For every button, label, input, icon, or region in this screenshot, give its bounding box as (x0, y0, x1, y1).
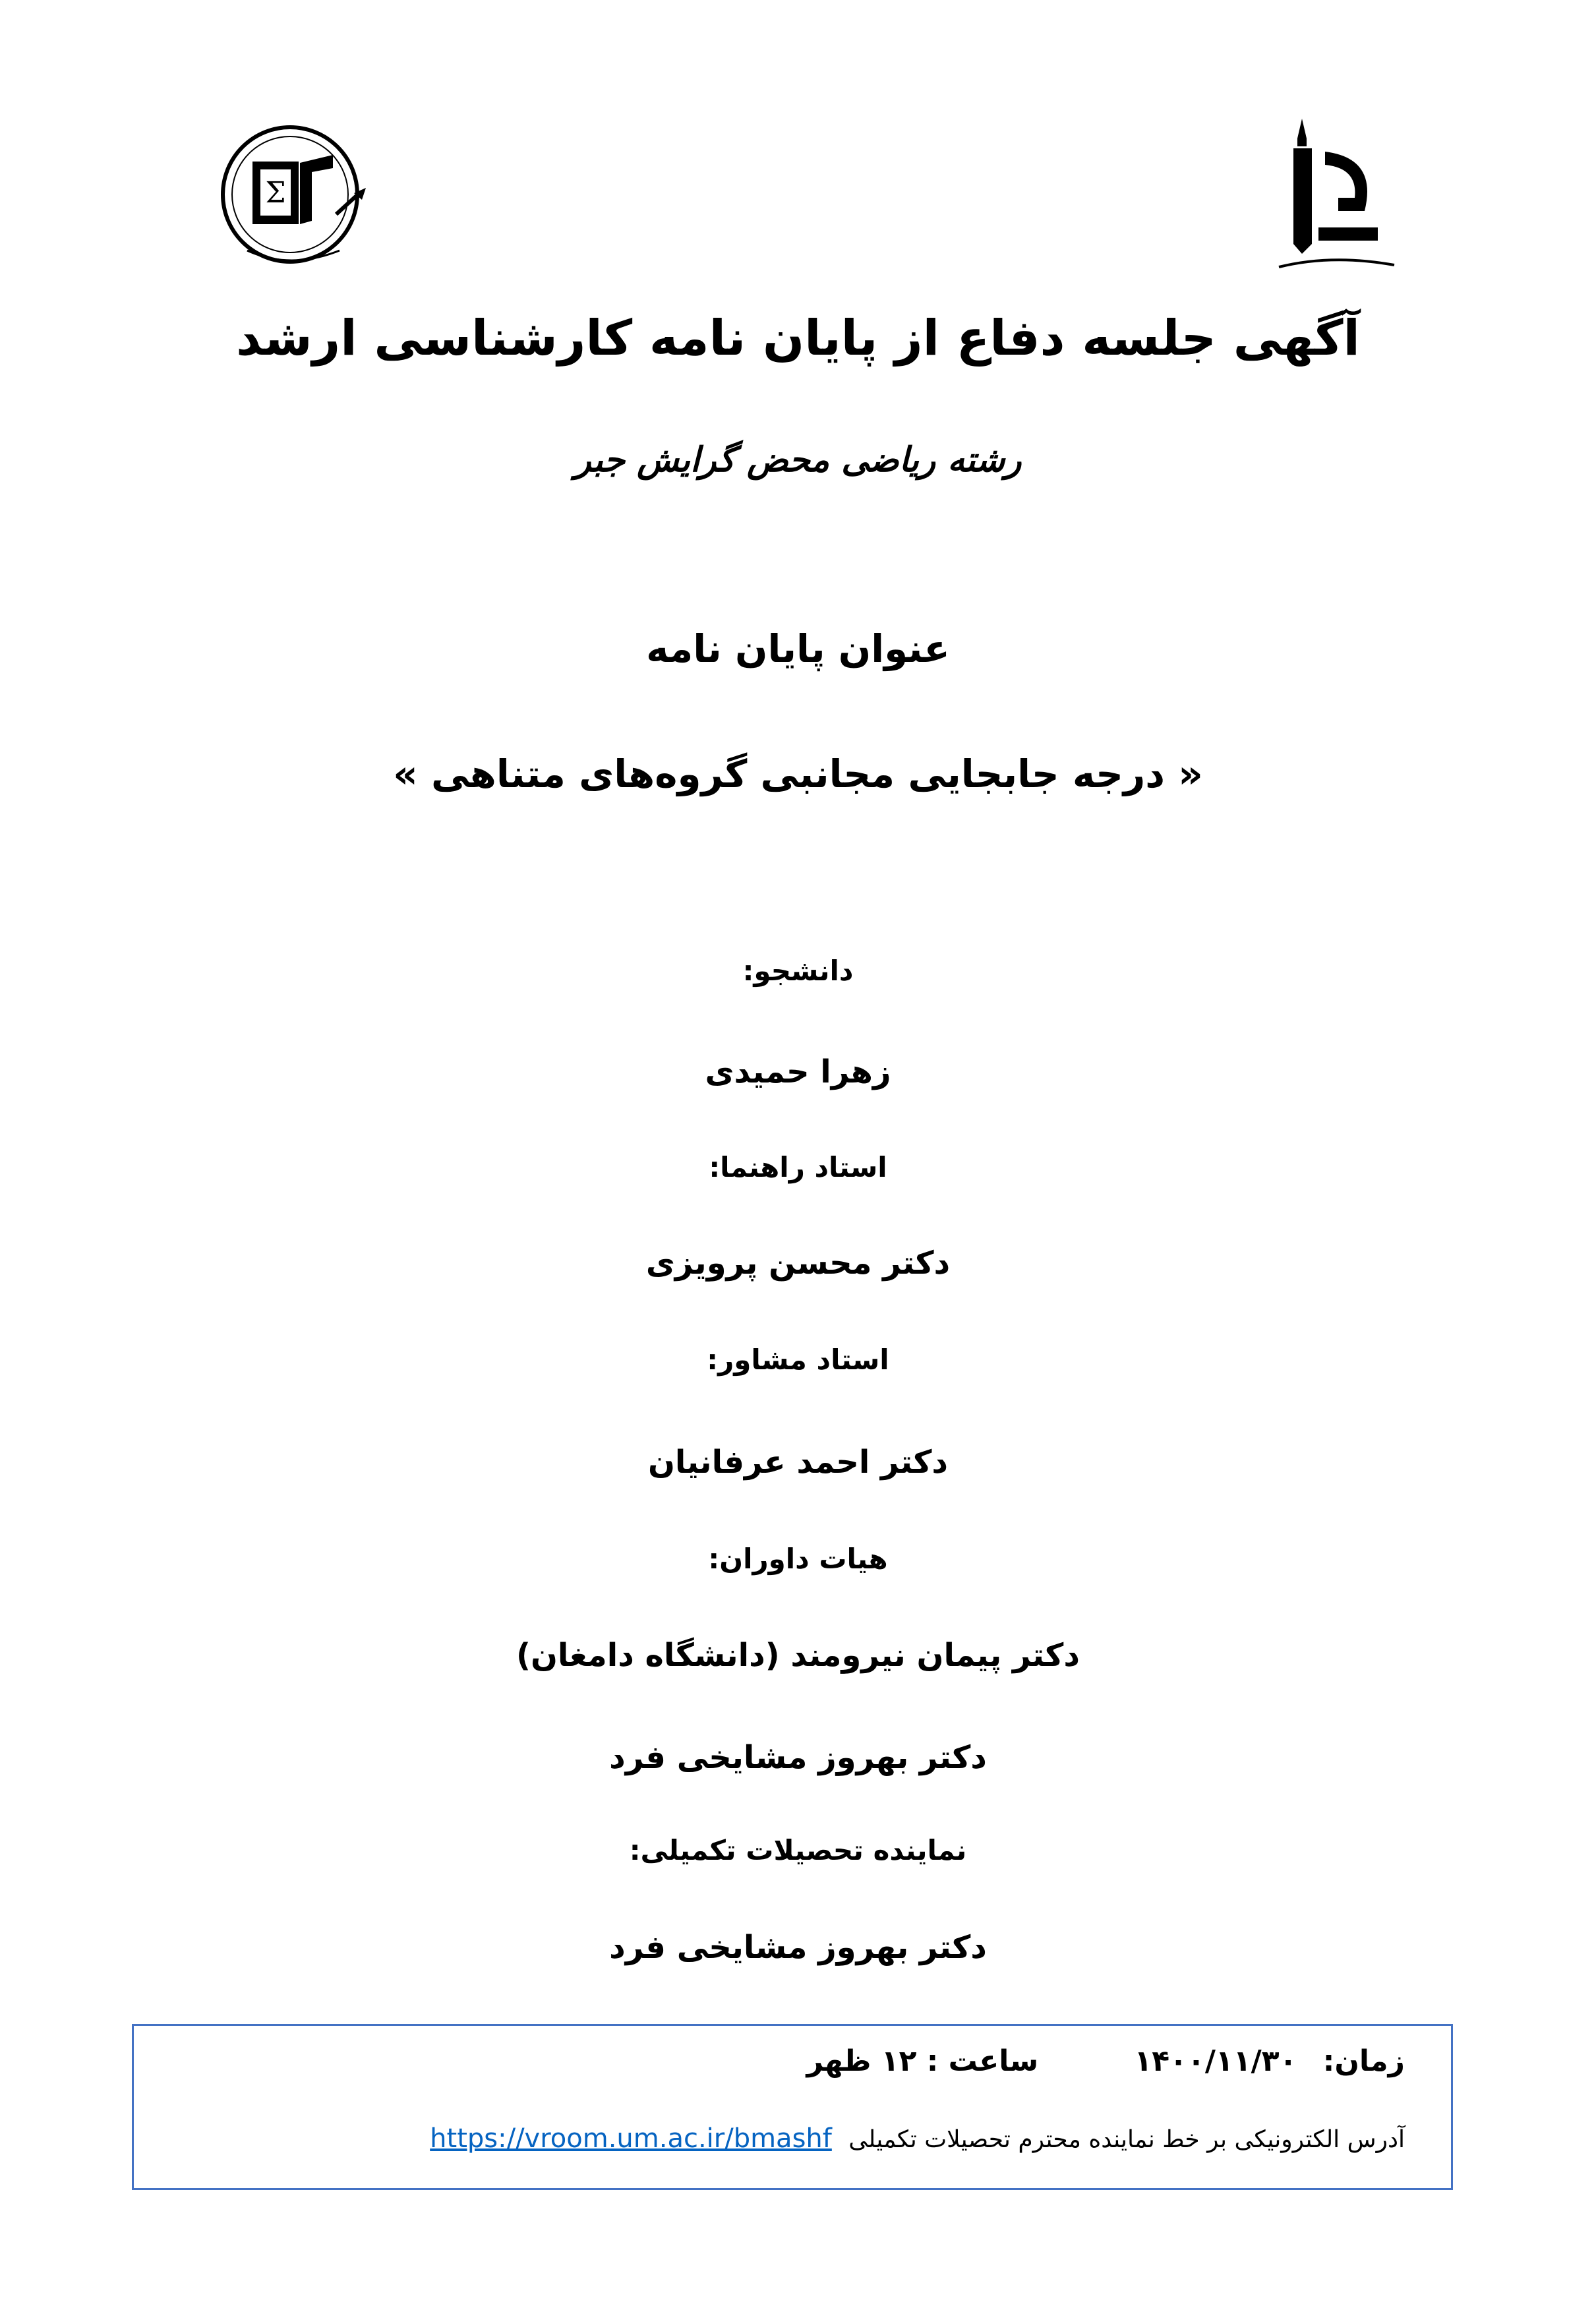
advisor-name: دکتر احمد عرفانیان (647, 1444, 949, 1481)
address-row (430, 2123, 1405, 2154)
supervisor-label: استاد راهنما: (709, 1151, 887, 1183)
supervisor-name: دکتر محسن پرویزی (645, 1245, 951, 1282)
address-text: آدرس الکترونیکی بر خط نماینده محترم تحصیلات تکمیلی (848, 2126, 1405, 2153)
time-label: زمان: (1322, 2044, 1405, 2078)
session-date: ۱۴۰۰/۱۱/۳۰ (1134, 2044, 1297, 2078)
advisor-label: استاد مشاور: (707, 1344, 889, 1376)
judges-label: هیات داوران: (708, 1543, 888, 1575)
session-hour: ساعت : ۱۲ ظهر (806, 2044, 1039, 2078)
faculty-logo (208, 115, 379, 293)
university-logo (1266, 112, 1404, 283)
representative-label: نماینده تحصیلات تکمیلی: (629, 1834, 967, 1866)
thesis-title: « درجه جابجایی مجانبی گروه‌های متناهی » (393, 752, 1203, 796)
judge-2-name: دکتر بهروز مشایخی فرد (609, 1739, 987, 1776)
student-label: دانشجو: (742, 955, 854, 987)
page-title: آگهی جلسه دفاع از پایان نامه کارشناسی ارشد (236, 310, 1360, 367)
meeting-link[interactable]: https://vroom.um.ac.ir/bmashf (430, 2123, 832, 2154)
representative-name: دکتر بهروز مشایخی فرد (609, 1929, 987, 1966)
svg-text:Σ: Σ (265, 176, 286, 210)
field-subtitle: رشته ریاضی محض گرایش جبر (574, 440, 1022, 480)
time-row (807, 2044, 1405, 2078)
student-name: زهرا حمیدی (705, 1053, 891, 1090)
session-info-box (132, 2024, 1453, 2190)
thesis-heading: عنوان پایان نامه (646, 626, 950, 671)
judge-1-name: دکتر پیمان نیرومند (دانشگاه دامغان) (516, 1637, 1080, 1674)
